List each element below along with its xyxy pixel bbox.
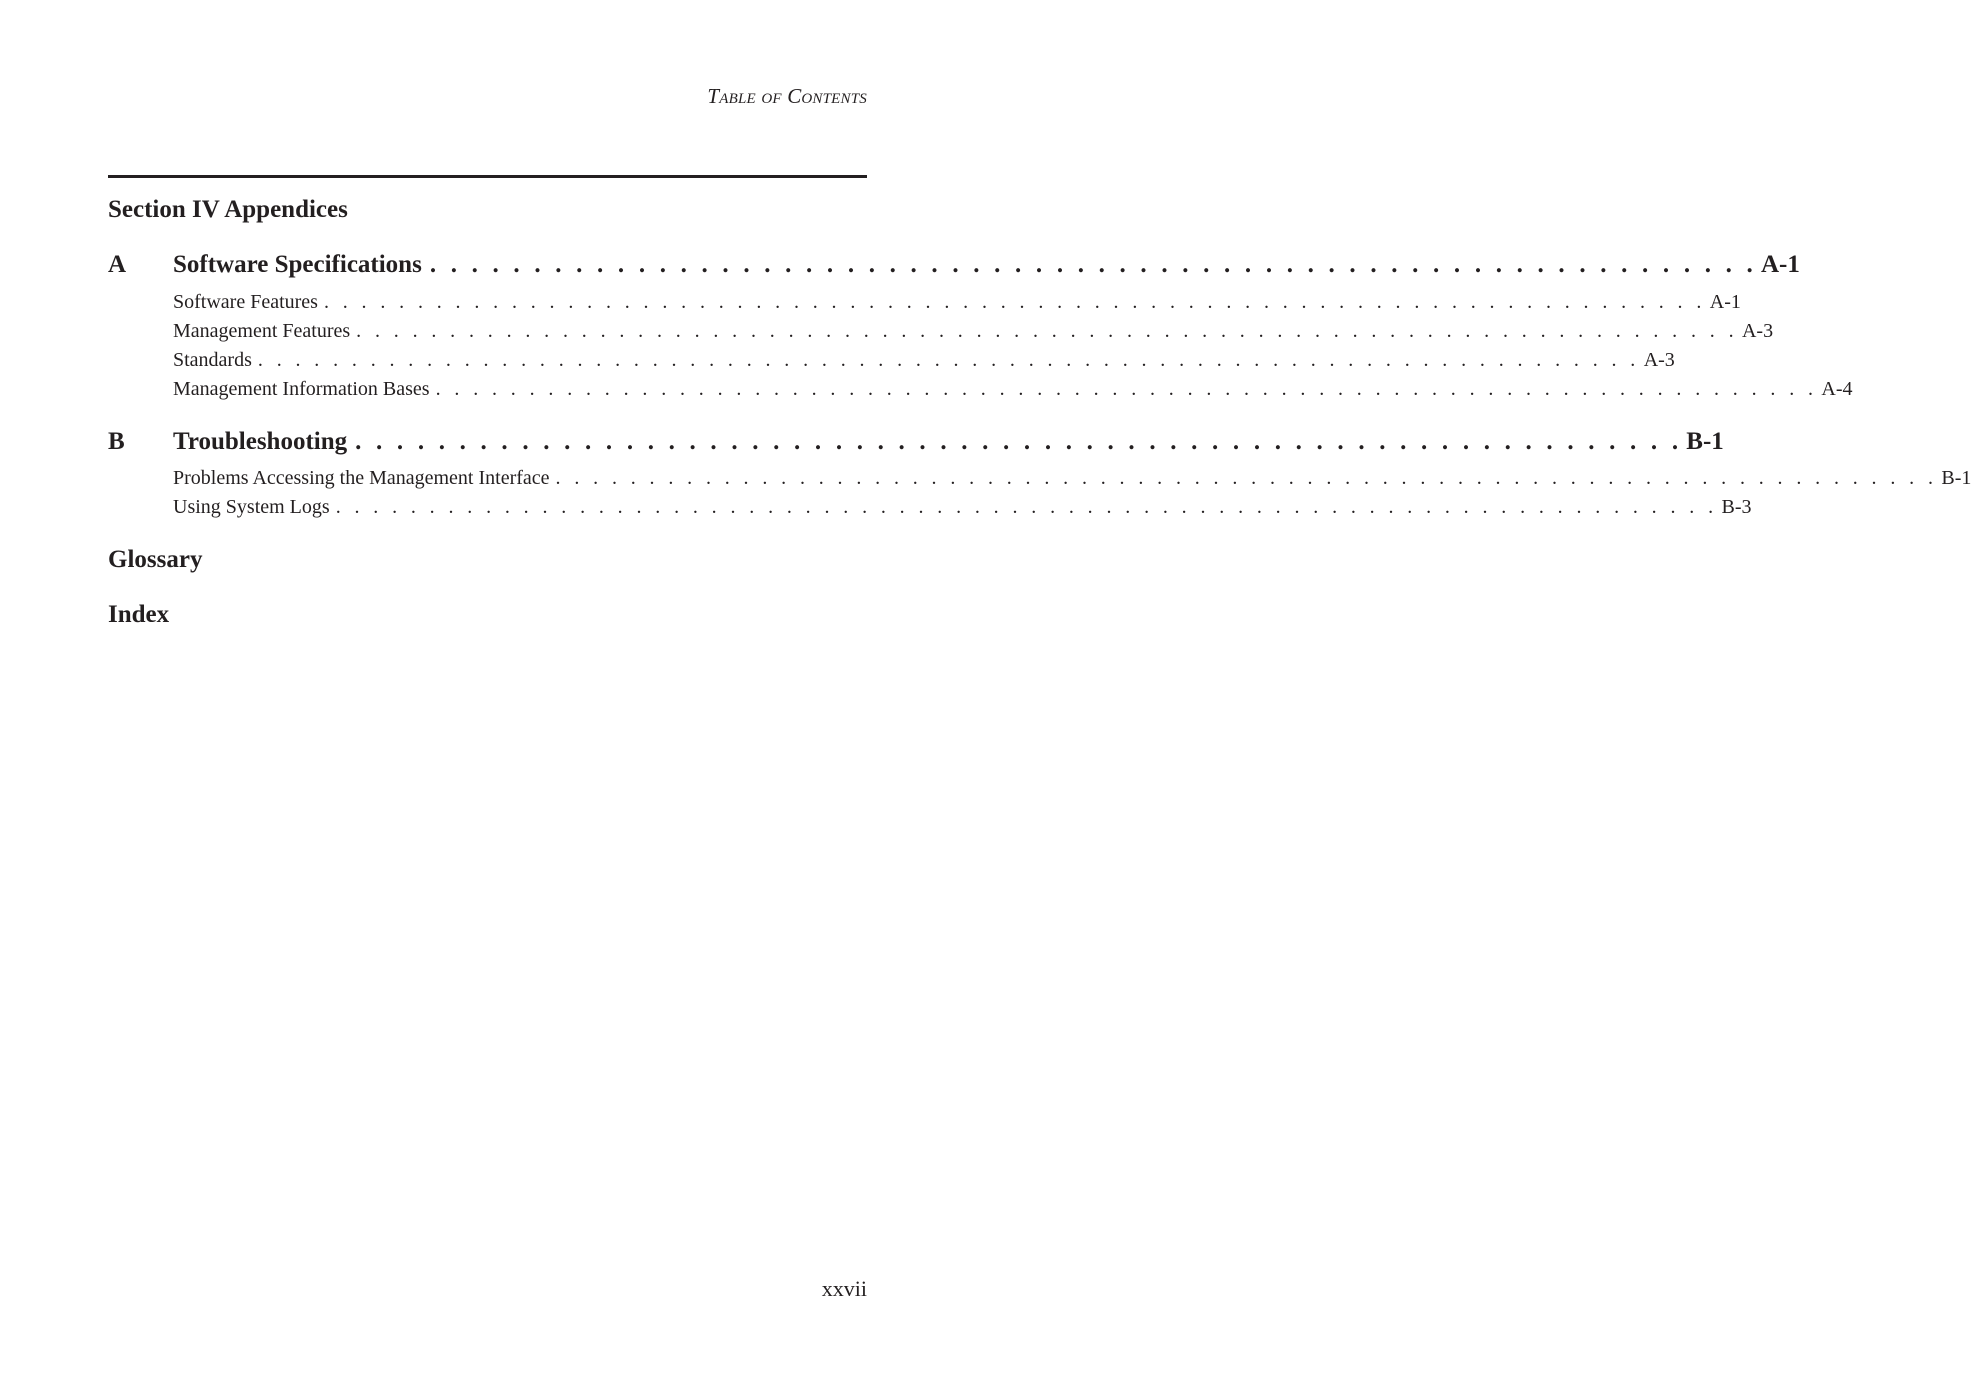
toc-chapter-b[interactable] (108, 428, 1724, 462)
chapter-page-number: B-1 (1686, 428, 1724, 455)
entry-title: Using System Logs (173, 496, 330, 518)
running-head: Table of Contents (707, 84, 867, 108)
page-number: xxvii (821, 1276, 867, 1301)
chapter-letter: B (108, 428, 125, 455)
toc-entry[interactable] (108, 320, 1774, 346)
dot-leader: . . . . . . . . . . . . . . . . . . . . . . . . . . . . . . . . . . . . . . . . . . . . . . . . . . . . . . . . . . . . . . . . . . . . . . . . . . (435, 378, 1818, 400)
chapter-page-number: A-1 (1760, 251, 1800, 278)
entry-title: Standards (173, 349, 252, 371)
toc-entry[interactable] (108, 467, 1971, 493)
toc-chapter-a[interactable] (108, 251, 1800, 285)
toc-index[interactable]: Index (108, 601, 170, 628)
dot-leader: . . . . . . . . . . . . . . . . . . . . . . . . . . . . . . . . . . . . . . . . . . . . . . . . . . . . . . . . . . . . . . . . . . . . . . . . . . (257, 349, 1640, 371)
dot-leader: . . . . . . . . . . . . . . . . . . . . . . . . . . . . . . . . . . . . . . . . . . . . . . . . . . . . . . . . . . . . . . . . . . . . . . . . . . (335, 496, 1718, 518)
chapter-letter: A (108, 251, 127, 278)
entry-title: Management Features (173, 320, 351, 342)
dot-leader: . . . . . . . . . . . . . . . . . . . . . . . . . . . . . . . . . . . . . . . . . . . . . . . . . . . . . . . . . . . . . . . . (429, 251, 1757, 278)
toc-entry[interactable] (108, 378, 1853, 404)
toc-entry[interactable] (108, 291, 1741, 317)
dot-leader: . . . . . . . . . . . . . . . . . . . . . . . . . . . . . . . . . . . . . . . . . . . . . . . . . . . . . . . . . . . . . . . . . . . . . . . . . . (356, 320, 1738, 342)
chapter-title: Software Specifications (173, 251, 422, 278)
toc-entry[interactable] (108, 349, 1675, 375)
entry-page-number: A-3 (1643, 349, 1675, 371)
toc-glossary[interactable]: Glossary (108, 546, 203, 573)
section-heading: Section IV Appendices (108, 196, 348, 223)
dot-leader: . . . . . . . . . . . . . . . . . . . . . . . . . . . . . . . . . . . . . . . . . . . . . . . . . . . . . . . . . . . . . . . . . . . . . . . . . . (555, 467, 1938, 489)
dot-leader: . . . . . . . . . . . . . . . . . . . . . . . . . . . . . . . . . . . . . . . . . . . . . . . . . . . . . . . . . . . . . . . . . . . . . . . . . . (323, 291, 1706, 313)
entry-page-number: A-4 (1821, 378, 1853, 400)
header-rule (108, 175, 867, 178)
dot-leader: . . . . . . . . . . . . . . . . . . . . . . . . . . . . . . . . . . . . . . . . . . . . . . . . . . . . . . . . . . . . . . . . (355, 428, 1683, 455)
entry-title: Software Features (173, 291, 318, 313)
chapter-title: Troubleshooting (173, 428, 348, 455)
entry-title: Problems Accessing the Management Interface (173, 467, 550, 489)
entry-page-number: A-3 (1741, 320, 1774, 342)
entry-page-number: B-3 (1721, 496, 1752, 518)
entry-title: Management Information Bases (173, 378, 430, 400)
entry-page-number: A-1 (1709, 291, 1741, 313)
toc-entry[interactable] (108, 496, 1752, 522)
entry-page-number: B-1 (1941, 467, 1971, 489)
